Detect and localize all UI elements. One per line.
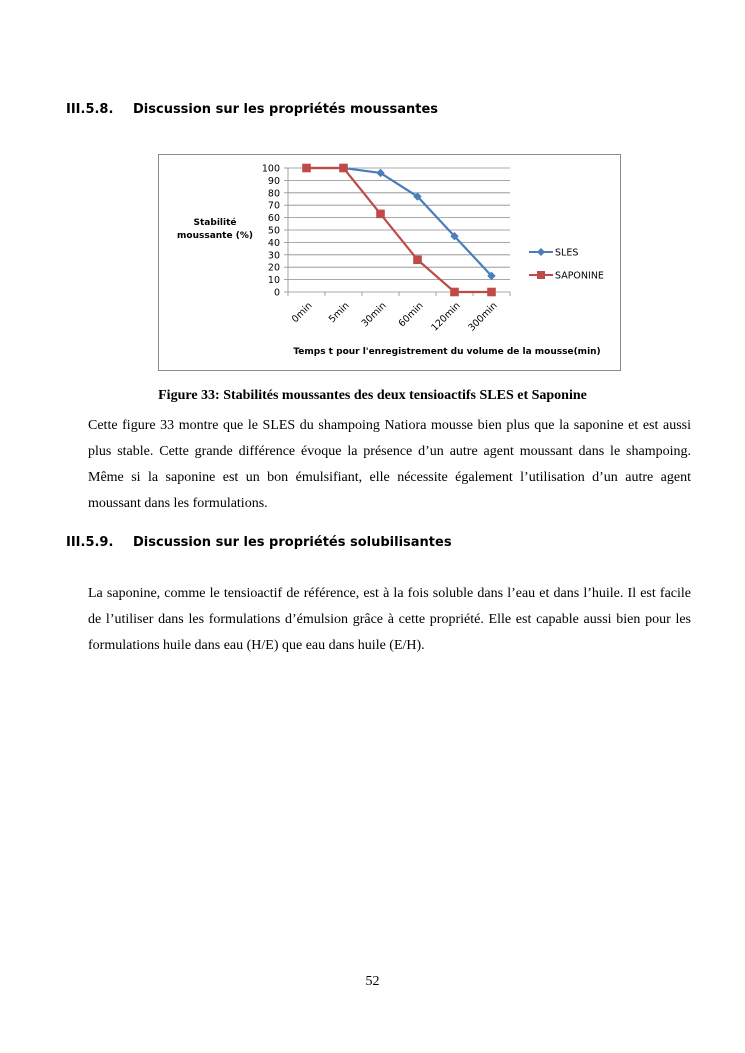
data-point-saponine-0min <box>302 164 311 173</box>
y-tick-label-90: 90 <box>267 175 280 187</box>
data-point-saponine-120min <box>450 288 459 297</box>
section-heading-3-5-9 <box>66 535 452 550</box>
section-number: III.5.9. <box>66 535 114 550</box>
y-tick-label-100: 100 <box>261 163 280 175</box>
data-point-saponine-300min <box>487 288 496 297</box>
x-tick-label-300min: 300min <box>466 300 500 334</box>
section-title: Discussion sur les propriétés moussantes <box>133 102 438 117</box>
data-point-saponine-60min <box>413 255 422 264</box>
y-axis-label-line2: moussante (%) <box>177 231 253 241</box>
legend-marker-sles <box>537 248 545 256</box>
y-tick-label-40: 40 <box>267 237 280 249</box>
y-tick-label-60: 60 <box>267 213 280 225</box>
x-tick-label-60min: 60min <box>396 300 426 330</box>
chart-axes <box>262 164 510 334</box>
series-line-sles <box>307 168 492 276</box>
section-number: III.5.8. <box>66 102 114 117</box>
section-heading-3-5-8 <box>66 102 438 117</box>
page-number: 52 <box>365 974 380 989</box>
y-tick-label-20: 20 <box>267 262 280 274</box>
y-tick-label-10: 10 <box>267 275 280 287</box>
x-tick-label-0min: 0min <box>289 300 315 326</box>
y-axis-label-line1: Stabilité <box>193 218 237 228</box>
chart-legend <box>529 248 604 282</box>
y-tick-label-0: 0 <box>273 287 280 299</box>
y-tick-label-80: 80 <box>267 188 280 200</box>
figure-caption: Figure 33: Stabilités moussantes des deux tensioactifs SLES et Saponine <box>158 388 587 403</box>
foam-stability-chart <box>158 154 621 371</box>
y-tick-label-50: 50 <box>267 225 280 237</box>
paragraph-figure-discussion: Cette figure 33 montre que le SLES du shampoing Natiora mousse bien plus que la saponine et est aussi plus stable. Cette grande différence évoque la présence d’un autre agent moussant dans le shampoing. Même si la saponine est un bon émulsifiant, elle nécessite également l’utilisation d’un autre agent moussant dans les formulations. <box>88 418 691 511</box>
x-tick-label-120min: 120min <box>429 300 463 334</box>
data-point-saponine-5min <box>339 164 348 173</box>
section-title: Discussion sur les propriétés solubilisantes <box>133 535 452 550</box>
x-tick-label-5min: 5min <box>326 300 352 326</box>
x-axis-label: Temps t pour l'enregistrement du volume de la mousse(min) <box>293 347 601 357</box>
legend-label-sles: SLES <box>555 247 579 259</box>
data-point-saponine-30min <box>376 210 385 219</box>
y-tick-label-70: 70 <box>267 200 280 212</box>
paragraph-solubility: La saponine, comme le tensioactif de référence, est à la fois soluble dans l’eau et dans l’huile. Il est facile de l’utiliser dans les formulations d’émulsion grâce à cette propriété. Elle est capable aussi bien pour les formulations huile dans eau (H/E) que eau dans huile (E/H). <box>88 586 691 653</box>
legend-label-saponine: SAPONINE <box>555 270 604 282</box>
legend-marker-saponine <box>537 271 545 279</box>
y-tick-label-30: 30 <box>267 250 280 262</box>
x-tick-label-30min: 30min <box>359 300 389 330</box>
chart-canvas <box>159 155 622 372</box>
